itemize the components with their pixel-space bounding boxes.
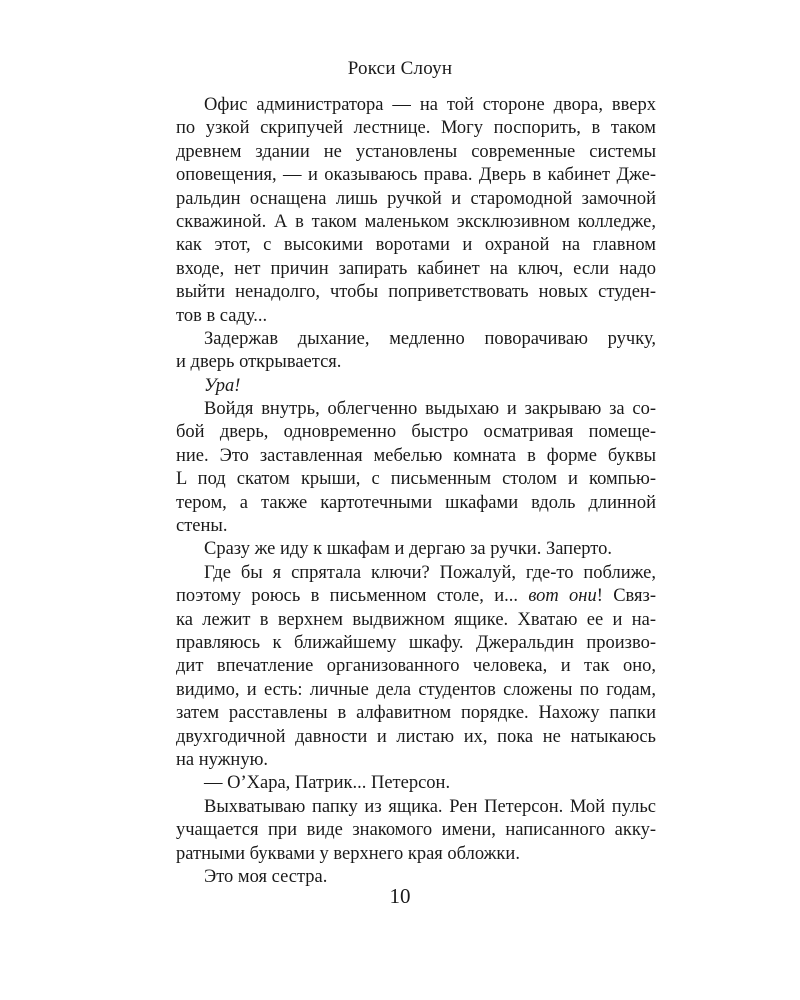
paragraph — [176, 562, 656, 773]
text-line: бой дверь, одновременно быстро осматривая помеще- — [176, 422, 656, 443]
text-line — [176, 375, 656, 398]
text-line: Задержав дыхание, медленно поворачиваю ручку, — [204, 328, 656, 349]
text-line — [176, 585, 656, 608]
text-line: затем расставлены в алфавитном порядке. Нахожу папки — [176, 703, 656, 724]
text-line: входе, нет причин запирать кабинет на ключ, если надо — [176, 258, 656, 279]
text-line: Офис администратора — на той стороне двора, вверх — [204, 95, 656, 115]
text-line: дит впечатление организованного человека, и так оно, — [176, 656, 656, 677]
text-line: Где бы я спрятала ключи? Пожалуй, где-то поближе, — [204, 562, 656, 583]
text-line: ральдин оснащена лишь ручкой и старомодной замочной — [176, 188, 656, 209]
text-line: учащается при виде знакомого имени, написанного акку- — [176, 820, 656, 841]
paragraph — [176, 538, 656, 561]
text-line: двухгодичной давности и листаю их, пока не натыкаюсь — [176, 726, 656, 747]
text-line: ние. Это заставленная мебелью комната в форме буквы — [176, 445, 656, 466]
paragraph — [176, 328, 656, 375]
text-line: по узкой скрипучей лестнице. Могу поспорить, в таком — [176, 118, 656, 139]
running-head: Рокси Слоун — [347, 58, 453, 79]
text-line: Войдя внутрь, облегченно выдыхаю и закрываю за со- — [204, 399, 656, 420]
text-line: оповещения, — и оказываюсь права. Дверь в кабинет Дже- — [176, 165, 656, 186]
body-text — [176, 94, 656, 889]
text-line: — О’Хара, Патрик... Петерсон. — [204, 773, 451, 794]
text-line: тов в саду... — [176, 305, 268, 326]
text-line: скважиной. А в таком маленьком эксклюзивном колледже, — [176, 211, 656, 232]
text-line: правляюсь к ближайшему шкафу. Джеральдин произво- — [176, 632, 656, 653]
text-line: видимо, и есть: личные дела студентов сложены по годам, — [176, 679, 656, 700]
text-line: Это моя сестра. — [204, 866, 328, 887]
text-line: стены. — [176, 516, 228, 537]
italic-text: Ура! — [204, 375, 241, 396]
text-run: поэтому роюсь в письменном столе, и... — [176, 586, 518, 607]
text-line: как этот, с высокими воротами и охраной на главном — [176, 235, 656, 256]
text-line: древнем здании не установлены современные системы — [176, 141, 656, 162]
text-line: Сразу же иду к шкафам и дергаю за ручки. Заперто. — [204, 539, 613, 560]
text-line: тером, а также картотечными шкафами вдоль длинной — [176, 492, 656, 513]
italic-text: вот они — [528, 586, 597, 607]
paragraph — [176, 375, 656, 398]
text-line: ратными буквами у верхнего края обложки. — [176, 843, 520, 864]
text-line: Выхватываю папку из ящика. Рен Петерсон. Мой пульс — [204, 796, 656, 817]
paragraph — [176, 94, 656, 328]
text-line: и дверь открывается. — [176, 352, 342, 373]
paragraph — [176, 398, 656, 538]
text-line: L под скатом крыши, с письменным столом и компью- — [176, 469, 656, 490]
text-run: ! Связ- — [596, 586, 657, 607]
paragraph — [176, 772, 656, 795]
paragraph — [176, 796, 656, 866]
text-line: на нужную. — [176, 749, 269, 770]
text-line: ка лежит в верхнем выдвижном ящике. Хватаю ее и на- — [176, 609, 656, 630]
text-line: выйти ненадолго, чтобы поприветствовать новых студен- — [176, 282, 656, 303]
page-number: 10 — [389, 884, 411, 908]
